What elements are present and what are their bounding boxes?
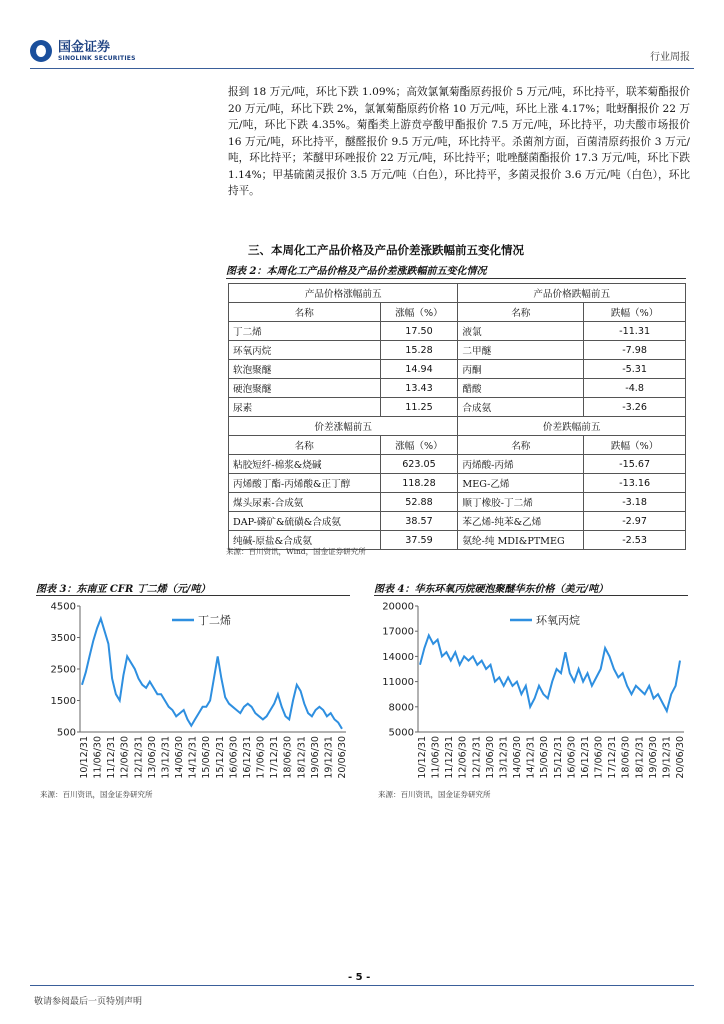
company-logo [30,40,136,62]
page-number: - 5 - [348,972,371,983]
table-row [229,474,686,493]
legend-label: 环氧丙烷 [536,614,580,627]
cell-up-val: 15.28 [380,341,458,360]
cell-down-name: 氨纶-纯 MDI&PTMEG [458,531,584,550]
group-price-down: 产品价格跌幅前五 [458,284,686,303]
x-tick-label: 15/06/30 [201,736,213,779]
cell-up-name: 尿素 [229,398,381,417]
col-name: 名称 [229,303,381,322]
cell-up-val: 52.88 [380,493,458,512]
disclaimer-note: 敬请参阅最后一页特别声明 [34,997,143,1007]
y-tick-label: 2500 [50,664,76,676]
col-down: 跌幅（%） [584,303,686,322]
chart4-propylene-oxide [374,598,690,784]
x-tick-label: 20/06/30 [337,736,348,779]
x-tick-label: 13/12/31 [498,736,510,779]
x-tick-label: 11/06/30 [92,736,104,779]
cell-up-name: 软泡聚醚 [229,360,381,379]
x-tick-label: 10/12/31 [417,736,428,779]
x-tick-label: 11/12/31 [444,736,456,779]
series-line [420,635,680,711]
footer-divider [30,985,694,986]
col-name: 名称 [229,436,381,455]
y-tick-label: 4500 [50,601,76,613]
cell-down-val: -7.98 [584,341,686,360]
x-tick-label: 17/06/30 [255,736,267,779]
x-tick-label: 14/06/30 [512,736,524,779]
x-tick-label: 13/06/30 [146,736,158,779]
x-tick-label: 17/12/31 [269,736,281,779]
table-row [229,512,686,531]
y-tick-label: 1500 [50,696,76,707]
x-tick-label: 15/12/31 [552,736,564,779]
cell-up-name: 环氧丙烷 [229,341,381,360]
cell-up-val: 38.57 [380,512,458,531]
table-row [229,360,686,379]
logo-en-text: SINOLINK SECURITIES [58,54,136,62]
cell-down-name: 醋酸 [458,379,584,398]
y-tick-label: 500 [56,727,76,739]
cell-up-name: DAP-磷矿&硫磺&合成氨 [229,512,381,531]
body-paragraph: 报到 18 万元/吨，环比下跌 1.09%；高效氯氰菊酯原药报价 5 万元/吨，环比持平，联苯菊酯报价 20 万元/吨，环比下跌 2%，氯氰菊酯原药价格 10 万元/吨，环比上涨 4.17%；吡蚜酮报价 22 万元/吨，环比下跌 4.35%。菊酯类上游贲亭酸甲酯报价 7.5 万元/吨，环比持平，功夫酸市场报价 16 万元/吨，环比持平，醚醛报价 9.5 万元/吨，环比持平。杀菌剂方面，百菌清原药报价 3 万元/吨，环比持平；苯醚甲环唑报价 22 万元/吨，环比持平；吡唑醚菌酯报价 17.3 万元/吨，环比下跌 1.14%；甲基硫菌灵报价 3.5 万元/吨（白色），环比持平，多菌灵报价 3.6 万元/吨（白色），环比持平。 [228,86,690,197]
x-tick-label: 14/06/30 [174,736,186,779]
y-tick-label: 8000 [388,702,414,714]
x-tick-label: 19/12/31 [661,736,673,779]
cell-up-name: 丁二烯 [229,322,381,341]
cell-down-name: MEG-乙烯 [458,474,584,493]
y-tick-label: 11000 [382,677,414,689]
cell-up-name: 粘胶短纤-棉浆&烧碱 [229,455,381,474]
x-tick-label: 20/06/30 [675,736,686,779]
x-tick-label: 18/06/30 [282,736,294,779]
logo-icon [30,40,52,62]
col-name: 名称 [458,303,584,322]
x-tick-label: 18/12/31 [296,736,308,779]
cell-down-val: -11.31 [584,322,686,341]
cell-up-name: 纯碱-原盐&合成氨 [229,531,381,550]
x-tick-label: 13/12/31 [160,736,172,779]
report-type: 行业周报 [650,52,690,63]
cell-down-val: -2.97 [584,512,686,531]
group-spread-down: 价差跌幅前五 [458,417,686,436]
cell-down-name: 液氯 [458,322,584,341]
cell-down-val: -4.8 [584,379,686,398]
y-tick-label: 17000 [382,626,414,638]
cell-down-val: -2.53 [584,531,686,550]
chart4-caption: 图表 4：华东环氧丙烷硬泡聚醚华东价格（美元/吨） [374,580,688,596]
cell-down-name: 顺丁橡胶-丁二烯 [458,493,584,512]
x-tick-label: 16/06/30 [566,736,578,779]
chart3-butadiene [36,598,352,784]
logo-cn-text: 国金证券 [58,39,111,55]
x-tick-label: 13/06/30 [484,736,496,779]
cell-up-name: 煤头尿素-合成氨 [229,493,381,512]
table-row [229,341,686,360]
x-tick-label: 12/06/30 [457,736,469,779]
table-caption: 图表 2：本周化工产品价格及产品价差涨跌幅前五变化情况 [226,262,686,279]
cell-up-val: 623.05 [380,455,458,474]
x-tick-label: 12/12/31 [471,736,483,779]
x-tick-label: 15/12/31 [214,736,226,779]
group-spread-up: 价差涨幅前五 [229,417,458,436]
x-tick-label: 14/12/31 [187,736,199,779]
cell-up-name: 丙烯酸丁酯-丙烯酸&正丁醇 [229,474,381,493]
table-row [229,322,686,341]
x-tick-label: 16/06/30 [228,736,240,779]
cell-up-val: 17.50 [380,322,458,341]
x-tick-label: 11/06/30 [430,736,442,779]
col-name: 名称 [458,436,584,455]
page-header [0,0,724,70]
x-tick-label: 19/06/30 [647,736,659,779]
price-change-table [228,283,686,550]
cell-down-name: 丙烯酸-丙烯 [458,455,584,474]
cell-down-name: 二甲醚 [458,341,584,360]
chart3-source: 来源：百川资讯，国金证券研究所 [40,790,153,799]
y-tick-label: 20000 [382,601,414,613]
cell-up-val: 118.28 [380,474,458,493]
cell-up-name: 硬泡聚醚 [229,379,381,398]
table-row [229,379,686,398]
x-tick-label: 16/12/31 [579,736,591,779]
y-tick-label: 14000 [382,651,414,663]
x-tick-label: 15/06/30 [539,736,551,779]
chart4-source: 来源：百川资讯，国金证券研究所 [378,790,491,799]
group-price-up: 产品价格涨幅前五 [229,284,458,303]
col-up: 涨幅（%） [380,436,458,455]
cell-down-val: -13.16 [584,474,686,493]
cell-down-name: 苯乙烯-纯苯&乙烯 [458,512,584,531]
cell-up-val: 11.25 [380,398,458,417]
table-row [229,493,686,512]
x-tick-label: 14/12/31 [525,736,537,779]
x-tick-label: 12/06/30 [119,736,131,779]
x-tick-label: 17/06/30 [593,736,605,779]
y-tick-label: 3500 [50,633,76,644]
cell-up-val: 14.94 [380,360,458,379]
x-tick-label: 11/12/31 [106,736,118,779]
section-heading: 三、本周化工产品价格及产品价差涨跌幅前五变化情况 [248,243,524,257]
cell-up-val: 13.43 [380,379,458,398]
cell-up-val: 37.59 [380,531,458,550]
table-row [229,398,686,417]
cell-down-name: 合成氨 [458,398,584,417]
x-tick-label: 19/12/31 [323,736,335,779]
x-tick-label: 17/12/31 [607,736,619,779]
legend-label: 丁二烯 [198,614,231,627]
cell-down-val: -5.31 [584,360,686,379]
col-up: 涨幅（%） [380,303,458,322]
x-tick-label: 18/12/31 [634,736,646,779]
chart3-caption: 图表 3：东南亚 CFR 丁二烯（元/吨） [36,580,350,596]
header-divider [30,68,694,69]
x-tick-label: 18/06/30 [620,736,632,779]
cell-down-val: -15.67 [584,455,686,474]
cell-down-name: 丙酮 [458,360,584,379]
cell-down-val: -3.26 [584,398,686,417]
x-tick-label: 16/12/31 [241,736,253,779]
cell-down-val: -3.18 [584,493,686,512]
table-source: 来源：百川资讯，Wind，国金证券研究所 [226,547,366,556]
col-down: 跌幅（%） [584,436,686,455]
x-tick-label: 10/12/31 [79,736,90,779]
series-line [82,619,342,729]
y-tick-label: 5000 [388,727,414,739]
table-row [229,455,686,474]
x-tick-label: 12/12/31 [133,736,145,779]
x-tick-label: 19/06/30 [309,736,321,779]
